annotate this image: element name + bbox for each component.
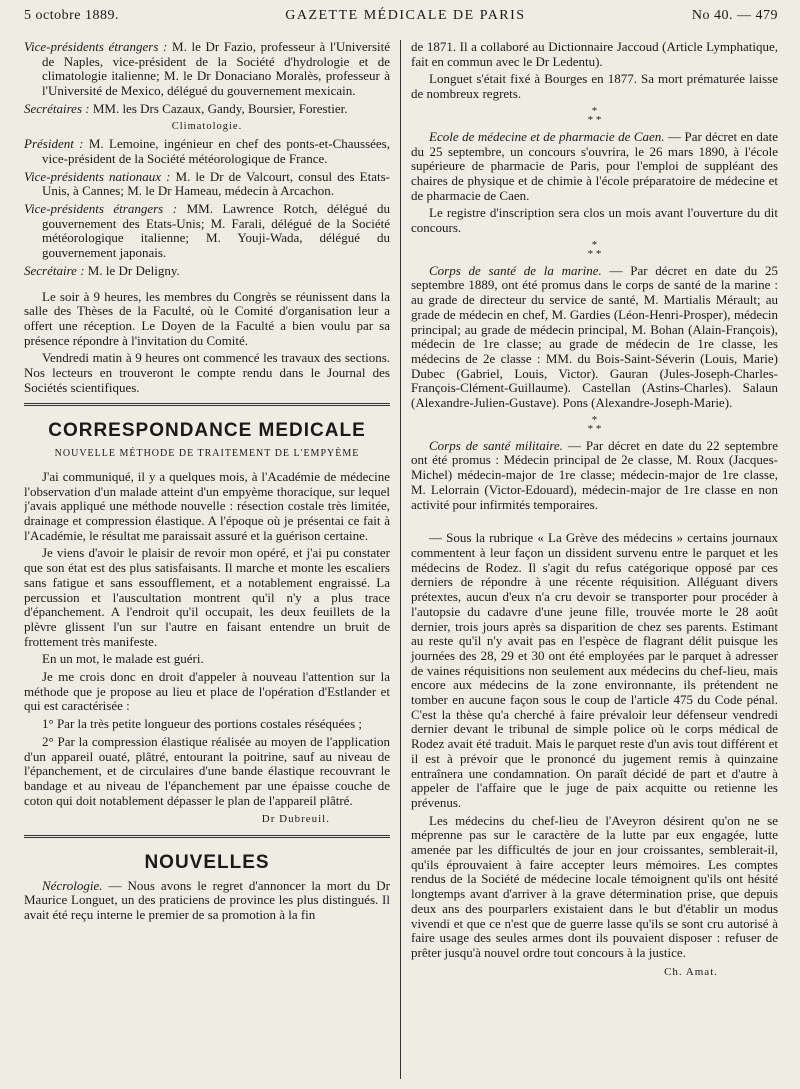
paragraph: Vendredi matin à 9 heures ont commencé les travaux des sections. Nos lecteurs en trouveront le compte rendu dans le Journal des Sociétés scientifiques.	[24, 350, 390, 395]
page-header	[24, 8, 778, 28]
paragraph: Les médecins du chef-lieu de l'Aveyron désirent qu'on ne se méprenne pas sur le caractère de la lutte par eux engagée, lutte amenée par les difficultés de jour en jour croissantes, semblerait-il, qu'ils éprouvaient à faire accepter leurs mémoires. Les comptes rendus de la Société de médecine locale témoignent qu'ils ont hésité longtemps avant d'arriver à la grave détermination prise, que depuis deux ans des pourparlers existaient dans le but d'établir un modus vivendi et que ce n'est que de guerre lasse qu'ils se sont cru autorisé à faire usage des seules armes dont ils pouvaient disposer : refuser de prêter jusqu'à nouvel ordre tout concours à la justice.	[411, 812, 778, 960]
paragraph: Le registre d'inscription sera clos un mois avant l'ouverture du dit concours.	[411, 205, 778, 236]
list-item: 2° Par la compression élastique réalisée au moyen de l'application d'un appareil ouaté, plâtré, entourant la poitrine, sauf au niveau de l'épanchement, et de circulaires d'une bande élastique recouvrant le bandage et au niveau de l'épanchement par une épaisse couche de coton qui doit notablement dépasser le plan de l'appareil plâtré.	[24, 733, 390, 808]
asterism-divider: * * *	[587, 238, 602, 260]
entry-role: Vice-présidents étrangers :	[24, 40, 168, 54]
paragraph-label: Nécrologie.	[42, 877, 103, 893]
congress-entry	[24, 202, 390, 261]
entry-text: M. Lemoine, ingénieur en chef des ponts-et-Chaussées, vice-président de la Société météorologique de France.	[42, 136, 390, 166]
congress-entry	[24, 137, 390, 166]
asterism-divider: * * *	[587, 104, 602, 126]
header-date: 5 octobre 1889.	[24, 8, 119, 23]
signature: Dr Dubreuil.	[261, 813, 330, 826]
paragraph: Le soir à 9 heures, les membres du Congrès se réunissent dans la salle des Thèses de la Faculté, où le Comité d'organisation leur a offert une réception. Le Doyen de la Faculté a bien voulu par sa présence répondre à l'invitation du Comité.	[24, 288, 390, 348]
paragraph: — Sous la rubrique « La Grève des médecins » certains journaux commentent à leur façon un dissident survenu entre le parquet et les médecins de Rodez. Il s'agit du refus catégorique opposé par ces derniers de répondre à une récente réquisition. Alléguant divers prétextes, aucun d'eux n'a cru devoir se transporter pour procéder à l'autopsie du cadavre d'une jeune fille, trouvée morte le 28 août dernier, trois jours après sa disparition de chez ses parents. Estimant au reste qu'il n'y avait pas en l'espèce de flagrant délit puisque les journées des 28, 29 et 30 ont été employées par le parquet à adresser de vaines réquisitions non seulement aux médecins du chef-lieu, mais encore aux médecins de la zone environnante, ils prétendent ne tomber en aucune façon sous le coup de l'article 475 du Code pénal. C'est la thèse qu'a cherché à faire prévaloir leur défenseur vendredi dernier devant le tribunal de simple police où le corps médical de Rodez avait été traduit. Mais le parquet reste d'un avis tout différent et il est à prévoir que le prononcé du jugement remis à quinzaine entraînera une condamnation. On paraît décidé de part et d'autre à appeler de l'affaire que le juge de paix acquitte ou retienne les prévenus.	[411, 530, 778, 810]
entry-text: M. le Dr Deligny.	[84, 262, 180, 278]
entry-role: Vice-présidents nationaux :	[24, 168, 171, 184]
paragraph: En un mot, le malade est guéri.	[42, 651, 204, 667]
paragraph-text: — Par décret en date du 25 septembre 1889, ont été promus dans le corps de santé de la marine : au grade de directeur du service de santé, M. Martialis Mérault; au grade de médecin en chef, M. Gardies (Léon-Henri-Prosper), médecin principal; au grade de médecin principal, M. Bohan (Alain-François), médecin de 1re classe; au grade de médecin de 1re classe, les médecins de 2e classe : MM. du Bois-Saint-Séverin (Louis, Marie) Dubec (Gabriel, Louis, Victor). Gauran (Jules-Joseph-Charles-François-Clément-Guillaume). Castellan (Astins-Charles). Salaun (Alexandre-Julien-Gustave). Pons (Alexandre-Joseph-Marie).	[411, 262, 778, 411]
congress-entry	[24, 40, 390, 99]
section-divider	[24, 835, 390, 838]
paragraph-label: Ecole de médecine et de pharmacie de Caen.	[429, 128, 665, 144]
congress-entry	[24, 170, 390, 199]
section-title-correspondance: CORRESPONDANCE MEDICALE	[48, 420, 366, 442]
paragraph-label: Corps de santé militaire.	[429, 437, 563, 453]
header-journal-title: GAZETTE MÉDICALE DE PARIS	[285, 8, 526, 23]
columns	[24, 40, 778, 1079]
header-issue-page: No 40. — 479	[691, 8, 778, 23]
paragraph	[411, 264, 778, 411]
entry-role: Président :	[24, 136, 84, 152]
paragraph: de 1871. Il a collaboré au Dictionnaire Jaccoud (Article Lymphatique, fait en commun avec le Dr Ledentu).	[411, 40, 778, 69]
left-column	[24, 40, 400, 1079]
entry-text: M. le Dr de Valcourt, consul des Etats-Unis, à Cannes; M. le Dr Hameau, médecin à Arcachon.	[42, 168, 390, 199]
paragraph: Longuet s'était fixé à Bourges en 1877. Sa mort prématurée laisse de nombreux regrets.	[411, 71, 778, 102]
section-divider	[24, 403, 390, 406]
section-heading-climatologie: Climatologie.	[171, 120, 243, 132]
asterism-divider: * * *	[587, 413, 602, 435]
paragraph: J'ai communiqué, il y a quelques mois, à l'Académie de médecine l'observation d'un malade atteint d'un empyème thoracique, sur lequel j'avais appliqué une méthode nouvelle : résection costale très limitée, drainage et compression élastique. A l'époque où je présentai ce fait à l'Académie, le résultat me paraissait assuré et la guérison certaine.	[24, 468, 390, 543]
paragraph-label: Corps de santé de la marine.	[429, 262, 602, 278]
paragraph	[411, 130, 778, 204]
paragraph	[24, 879, 390, 923]
signature: Ch. Amat.	[664, 965, 718, 978]
paragraph: Je viens d'avoir le plaisir de revoir mon opéré, et j'ai pu constater que son état est des plus satisfaisants. Il marche et monte les escaliers sans fatigue et sans essoufflement, et a notablement engraissé. La percussion et l'auscultation montrent qu'il n'y a plus trace d'épanchement. A l'endroit qu'il occupait, les deux feuillets de la plèvre glissent l'un sur l'autre en faisant entendre un bruit de frottement très manifeste.	[24, 545, 390, 649]
section-title-nouvelles: NOUVELLES	[144, 852, 270, 874]
congress-entry	[24, 264, 390, 279]
paragraph	[411, 439, 778, 513]
paragraph: Je me crois donc en droit d'appeler à nouveau l'attention sur la méthode que je propose au lieu et place de l'opération d'Estlander et qui est caractérisée :	[24, 669, 390, 714]
paragraph-text: — Par décret en date du 25 septembre, un concours s'ouvrira, le 26 mars 1890, à l'école supérieure de pharmacie de Paris, pour l'emploi de suppléant des chaires de physique et de chimie à l'école préparatoire de médecine et de pharmacie de Caen.	[411, 128, 778, 203]
entry-role: Secrétaires :	[24, 100, 90, 116]
article-subtitle: NOUVELLE MÉTHODE DE TRAITEMENT DE L'EMPYÈME	[54, 448, 360, 460]
right-column	[400, 40, 778, 1079]
entry-text: M. le Dr Fazio, professeur à l'Université de Naples, vice-président de la Société d'hydrologie et de climatologie italienne; M. le Dr Donaciano Moralès, professeur à l'Université de Mexico, délégué du gouvernement mexicain.	[42, 40, 391, 99]
entry-role: Vice-présidents étrangers :	[24, 201, 178, 217]
entry-text: MM. les Drs Cazaux, Gandy, Boursier, Forestier.	[89, 100, 348, 116]
paragraph-text: — Par décret en date du 22 septembre ont été promus : Médecin principal de 2e classe, M. Roux (Jacques-Michel) médecin-major de 1re classe; médecin-major de 1re classe, M. Lelorrain (Victor-Edouard), médecin-major de 1re classe en non activité pour infirmités temporaires.	[411, 437, 778, 512]
entry-text: MM. Lawrence Rotch, délégué du gouvernement des Etats-Unis; M. Farali, délégué de la Société météorologique italienne; M. Youji-Wada, délégué du gouvernement japonais.	[42, 201, 390, 261]
list-item: 1° Par la très petite longueur des portions costales réséquées ;	[42, 716, 362, 732]
congress-entry	[24, 102, 390, 117]
paragraph-text: — Nous avons le regret d'annoncer la mort du Dr Maurice Longuet, un des praticiens de province les plus distingués. Il avait été reçu interne le premier de sa promotion à la fin	[24, 877, 390, 923]
entry-role: Secrétaire :	[24, 262, 85, 278]
